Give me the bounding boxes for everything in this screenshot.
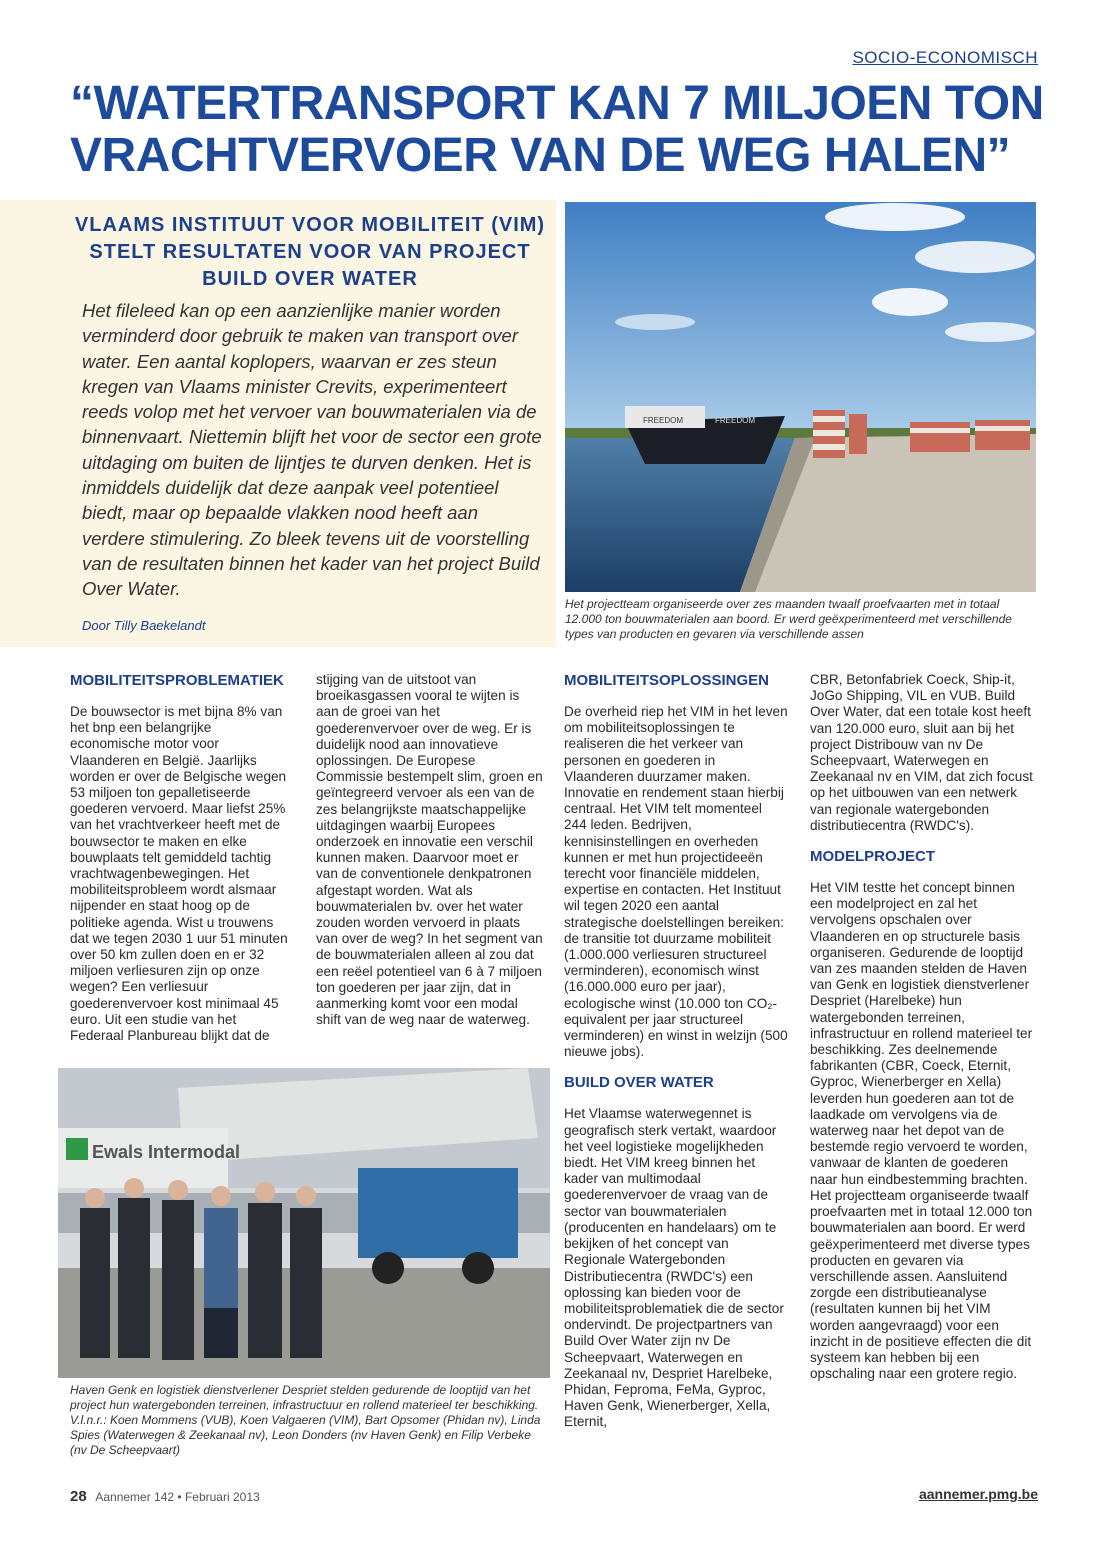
modelproject-heading: MODELPROJECT — [810, 848, 936, 866]
group-photo-illustration — [58, 1068, 550, 1378]
issue-label: Aannemer 142 • Februari 2013 — [95, 1490, 260, 1504]
headline: “WATERTRANSPORT KAN 7 MILJOEN TON VRACHTVERVOER VAN DE WEG HALEN” — [70, 77, 1044, 182]
section-tag: SOCIO-ECONOMISCH — [852, 48, 1038, 67]
lead-title: VLAAMS INSTITUUT VOOR MOBILITEIT (VIM) STELT RESULTATEN VOOR VAN PROJECT BUILD OVER WATER — [74, 214, 546, 290]
lead-text: Het fileleed kan op een aanzienlijke manier worden verminderd door gebruik te maken van transport over water. Een aantal koplopers, waarvan er zes steun kregen van Vlaams minister Crevits, experimenteert reeds volop met het vervoer van bouwmaterialen via de binnenvaart. Niettemin blijft het voor de sector een grote uitdaging om buiten de lijntjes te durven denken. Het is inmiddels duidelijk dat deze aanpak veel potentieel biedt, maar op bepaalde vlakken nood heeft aan verdere stimulering. Zo bleek tevens uit de voorstelling van de resultaten binnen het kader van het project Build Over Water. — [82, 300, 542, 600]
column-3 — [564, 672, 788, 1431]
footer-issue — [70, 1488, 260, 1505]
column-1 — [70, 672, 288, 1044]
mobiliteitsoplossingen-heading: MOBILITEITSOPLOSSINGEN — [564, 672, 770, 689]
byline: Door Tilly Baekelandt — [82, 618, 206, 633]
mobiliteitsproblematiek-text: De bouwsector is met bijna 8% van het bnp een belangrijke economische motor voor Vlaanderen en België. Jaarlijks worden er over de Belgische wegen 53 miljoen ton gepalletiseerde goederen vervoerd. Maar liefst 25% van het vrachtverkeer heeft met de bouwsector te maken en elke bouwplaats telt gemiddeld tachtig vrachtwagenbewegingen. Het mobiliteitsprobleem wordt alsmaar nijpender en staat hoog op de politieke agenda. Wist u trouwens dat we tegen 2030 1 uur 51 minuten over 50 km zullen doen en er 32 miljoen verliesuren zijn op onze wegen? Een verliesuur goederenvervoer kost minimaal 45 euro. Uit een studie van het Federaal Planbureau blijkt dat de — [70, 704, 288, 1044]
ship-photo-illustration — [565, 202, 1036, 592]
column-2 — [316, 672, 544, 1028]
svg-text:FREEDOM: FREEDOM — [643, 416, 683, 425]
footer-website-link[interactable]: aannemer.pmg.be — [918, 1486, 1038, 1502]
ship-photo-caption: Het projectteam organiseerde over zes maanden twaalf proefvaarten met in totaal 12.000 ton bouwmaterialen aan boord. Er werd geëxperimenteerd met verschillende types van producten en gevaren via verschillende assen — [565, 597, 1012, 641]
mobiliteitsoplossingen-text: De overheid riep het VIM in het leven om mobiliteitsoplossingen te realiseren die het verkeer van personen en goederen in Vlaanderen duurzamer maken. Innovatie en rendement staan hierbij centraal. Het VIM telt momenteel 244 leden. Bedrijven, kennisinstellingen en overheden kunnen er met hun projectideeën terecht voor financiële middelen, expertise en contacten. Het Instituut wil tegen 2020 een aantal strategische doelstellingen bereiken: de transitie tot duurzame mobiliteit (1.000.000 verliesuren structureel verminderen), economisch winst (16.000.000 euro per jaar), ecologische winst (10.000 ton CO₂-equivalent per jaar structureel verminderen) en winst in welzijn (500 nieuwe jobs). — [564, 704, 788, 1060]
build-over-water-heading: BUILD OVER WATER — [564, 1074, 714, 1092]
mobiliteitsproblematiek-heading: MOBILITEITSPROBLEMATIEK — [70, 672, 284, 689]
build-over-water-text: Het Vlaamse waterwegennet is geografisch sterk vertakt, waardoor het veel logistieke mogelijkheden biedt. Het VIM kreeg binnen het kader van multimodaal goederenvervoer de vraag van de sector van bouwmaterialen (producenten en handelaars) om te bekijken of het concept van Regionale Watergebonden Distributiecentra (RWDC's) een oplossing kan bieden voor de mobiliteitsproblematiek die de sector ondervindt. De projectpartners van Build Over Water zijn nv De Scheepvaart, Waterwegen en Zeekanaal nv, Despriet Harelbeke, Phidan, Feproma, FeMa, Gyproc, Haven Genk, Wienerberger, Xella, Eternit, — [564, 1106, 784, 1430]
ship-photo — [565, 202, 1036, 592]
modelproject-text: Het VIM testte het concept binnen een modelproject en zal het vervolgens opschalen over Vlaanderen en op structurele basis organiseren. Gedurende de looptijd van zes maanden stelden de Haven van Genk en logistiek dienstverlener Despriet (Harelbeke) hun watergebonden terreinen, infrastructuur en rollend materieel ter beschikking. Zes deelnemende fabrikanten (CBR, Coeck, Eternit, Gyproc, Wienerberger en Xella) leverden hun goederen aan tot de laadkade om vervolgens via de waterweg naar het depot van de bestemde regio vervoerd te worden, vanwaar de klanten de goederen naar hun eindbestemming brachten. Het projectteam organiseerde twaalf proefvaarten met in totaal 12.000 ton bouwmaterialen aan boord. Er werd geëxperimenteerd met diverse types producten en gevaren via verschillende assen. Aansluitend zorgde een distributieanalyse (resultaten kunnen bij het VIM worden aangevraagd) voor een inzicht in de positieve effecten die dit systeem kan hebben bij een opschaling naar een grotere regio. — [810, 880, 1033, 1382]
group-photo — [58, 1068, 550, 1378]
page-number: 28 — [70, 1488, 87, 1505]
group-photo-caption: Haven Genk en logistiek dienstverlener Despriet stelden gedurende de looptijd van het project hun watergebonden terreinen, infrastructuur en rollend materieel ter beschikking. V.l.n.r.: Koen Mommens (VUB), Koen Valgaeren (VIM), Bart Opsomer (Phidan nv), Linda Spies (Waterwegen & Zeekanaal nv), Leon Donders (nv Haven Genk) en Filip Verbeke (nv De Scheepvaart) — [70, 1383, 541, 1457]
mobiliteitsproblematiek-continued: stijging van de uitstoot van broeikasgassen vooral te wijten is aan de groei van het goederenvervoer over de weg. Er is duidelijk nood aan innovatieve oplossingen. De Europese Commissie bestempelt slim, groen en geïntegreerd vervoer als een van de zes belangrijkste maatschappelijke uitdagingen waarbij Europees onderzoek en innovatie een verschil kunnen maken. Daarvoor moet er van de conventionele denkpatronen afgestapt worden. Wat als bouwmaterialen bv. over het water zouden worden vervoerd in plaats van over de weg? In het segment van de bouwmaterialen alleen al zou dat een reëel potentieel van 6 à 7 miljoen ton goederen per jaar zijn, dat in aanmerking komt voor een modal shift van de weg naar de waterweg. — [316, 672, 543, 1028]
svg-text:Ewals Intermodal: Ewals Intermodal — [92, 1142, 241, 1162]
column-4 — [810, 672, 1038, 1382]
svg-text:FREEDOM: FREEDOM — [715, 416, 755, 425]
build-over-water-continued: CBR, Betonfabriek Coeck, Ship-it, JoGo Shipping, VIL en VUB. Build Over Water, dat een totale kost heeft van 120.000 euro, sluit aan bij het project Distribouw van nv De Scheepvaart, Waterwegen en Zeekanaal nv en VIM, dat zich focust op het uitbouwen van een netwerk van regionale watergebonden distributiecentra (RWDC's). — [810, 672, 1033, 833]
